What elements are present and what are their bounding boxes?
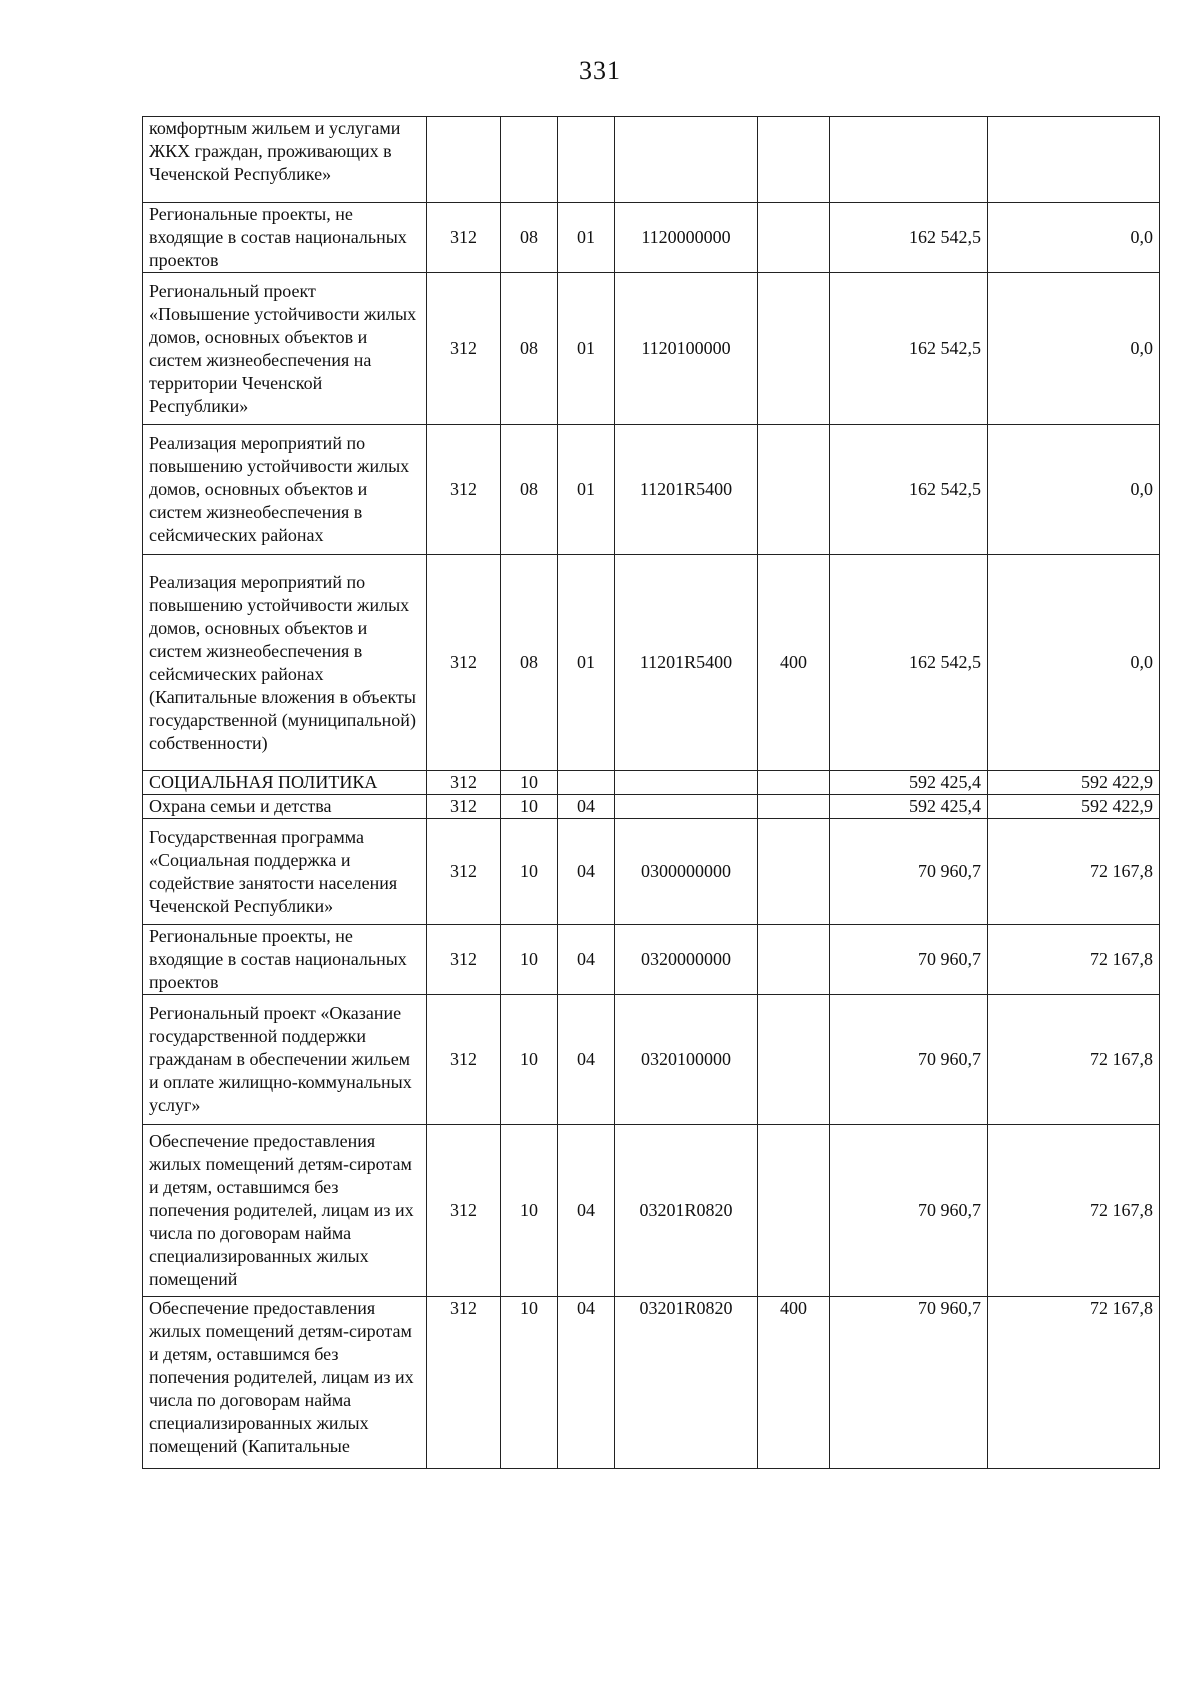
subsection-code-cell: 01 <box>558 203 615 273</box>
section-code-cell: 10 <box>501 925 558 995</box>
amount-year-2-cell: 0,0 <box>988 273 1160 425</box>
amount-year-2-cell: 72 167,8 <box>988 925 1160 995</box>
expense-type-cell <box>758 819 830 925</box>
amount-year-1-cell: 70 960,7 <box>830 995 988 1125</box>
amount-year-1-cell: 162 542,5 <box>830 273 988 425</box>
row-name-cell: СОЦИАЛЬНАЯ ПОЛИТИКА <box>143 771 427 795</box>
expense-type-cell <box>758 425 830 555</box>
subsection-code-cell: 04 <box>558 1125 615 1297</box>
section-code-cell: 08 <box>501 273 558 425</box>
ministry-code-cell: 312 <box>427 795 501 819</box>
subsection-code-cell: 04 <box>558 1297 615 1469</box>
amount-year-2-cell: 0,0 <box>988 203 1160 273</box>
table-row <box>143 1297 1160 1469</box>
amount-year-1-cell: 162 542,5 <box>830 425 988 555</box>
amount-year-1-cell: 592 425,4 <box>830 795 988 819</box>
row-name-cell: Реализация мероприятий по повышению устойчивости жилых домов, основных объектов и систем жизнеобеспечения в сейсмических районах <box>143 425 427 555</box>
amount-year-2-cell: 0,0 <box>988 555 1160 771</box>
expense-type-cell <box>758 1125 830 1297</box>
target-article-cell: 0300000000 <box>615 819 758 925</box>
target-article-cell: 0320000000 <box>615 925 758 995</box>
table-body <box>143 117 1160 1469</box>
row-name-cell: Региональный проект «Оказание государственной поддержки гражданам в обеспечении жильем и оплате жилищно-коммунальных услуг» <box>143 995 427 1125</box>
table-row <box>143 555 1160 771</box>
ministry-code-cell: 312 <box>427 273 501 425</box>
amount-year-2-cell: 72 167,8 <box>988 819 1160 925</box>
table-row <box>143 203 1160 273</box>
target-article-cell: 11201R5400 <box>615 425 758 555</box>
row-name-cell: Реализация мероприятий по повышению устойчивости жилых домов, основных объектов и систем жизнеобеспечения в сейсмических районах (Капитальные вложения в объекты государственной (муниципальной) собственности) <box>143 555 427 771</box>
ministry-code-cell: 312 <box>427 425 501 555</box>
ministry-code-cell: 312 <box>427 925 501 995</box>
amount-year-2-cell: 592 422,9 <box>988 795 1160 819</box>
subsection-code-cell: 04 <box>558 795 615 819</box>
section-code-cell <box>501 117 558 203</box>
section-code-cell: 08 <box>501 203 558 273</box>
expense-type-cell: 400 <box>758 1297 830 1469</box>
section-code-cell: 10 <box>501 771 558 795</box>
ministry-code-cell: 312 <box>427 203 501 273</box>
section-code-cell: 10 <box>501 819 558 925</box>
amount-year-2-cell: 72 167,8 <box>988 1297 1160 1469</box>
row-name-cell: Региональные проекты, не входящие в состав национальных проектов <box>143 203 427 273</box>
subsection-code-cell: 01 <box>558 555 615 771</box>
target-article-cell: 1120000000 <box>615 203 758 273</box>
subsection-code-cell <box>558 117 615 203</box>
subsection-code-cell <box>558 771 615 795</box>
expense-type-cell <box>758 117 830 203</box>
row-name-cell: Обеспечение предоставления жилых помещений детям-сиротам и детям, оставшимся без попечения родителей, лицам из их числа по договорам найма специализированных жилых помещений (Капитальные <box>143 1297 427 1469</box>
amount-year-1-cell: 592 425,4 <box>830 771 988 795</box>
page-number: 331 <box>579 56 621 85</box>
expense-type-cell: 400 <box>758 555 830 771</box>
table-row <box>143 925 1160 995</box>
section-code-cell: 08 <box>501 425 558 555</box>
table-row <box>143 273 1160 425</box>
ministry-code-cell: 312 <box>427 819 501 925</box>
target-article-cell <box>615 117 758 203</box>
subsection-code-cell: 04 <box>558 819 615 925</box>
table-row <box>143 771 1160 795</box>
ministry-code-cell: 312 <box>427 771 501 795</box>
target-article-cell: 03201R0820 <box>615 1297 758 1469</box>
amount-year-2-cell <box>988 117 1160 203</box>
subsection-code-cell: 04 <box>558 925 615 995</box>
ministry-code-cell: 312 <box>427 1297 501 1469</box>
amount-year-1-cell: 70 960,7 <box>830 1297 988 1469</box>
row-name-cell: Государственная программа «Социальная поддержка и содействие занятости населения Чеченской Республики» <box>143 819 427 925</box>
row-name-cell: Обеспечение предоставления жилых помещений детям-сиротам и детям, оставшимся без попечения родителей, лицам из их числа по договорам найма специализированных жилых помещений <box>143 1125 427 1297</box>
ministry-code-cell: 312 <box>427 1125 501 1297</box>
subsection-code-cell: 04 <box>558 995 615 1125</box>
target-article-cell: 03201R0820 <box>615 1125 758 1297</box>
row-name-cell: Охрана семьи и детства <box>143 795 427 819</box>
amount-year-1-cell: 70 960,7 <box>830 925 988 995</box>
table-row <box>143 795 1160 819</box>
target-article-cell: 1120100000 <box>615 273 758 425</box>
section-code-cell: 10 <box>501 1297 558 1469</box>
table-row <box>143 1125 1160 1297</box>
amount-year-1-cell: 70 960,7 <box>830 819 988 925</box>
ministry-code-cell: 312 <box>427 995 501 1125</box>
table-row <box>143 425 1160 555</box>
section-code-cell: 10 <box>501 795 558 819</box>
expense-type-cell <box>758 795 830 819</box>
amount-year-1-cell: 162 542,5 <box>830 555 988 771</box>
row-name-cell: Региональный проект «Повышение устойчивости жилых домов, основных объектов и систем жизнеобеспечения на территории Чеченской Республики» <box>143 273 427 425</box>
expense-type-cell <box>758 771 830 795</box>
expense-type-cell <box>758 925 830 995</box>
row-name-cell: комфортным жильем и услугами ЖКХ граждан, проживающих в Чеченской Республике» <box>143 117 427 203</box>
amount-year-2-cell: 592 422,9 <box>988 771 1160 795</box>
expense-type-cell <box>758 995 830 1125</box>
target-article-cell <box>615 795 758 819</box>
row-name-cell: Региональные проекты, не входящие в состав национальных проектов <box>143 925 427 995</box>
subsection-code-cell: 01 <box>558 273 615 425</box>
table-row <box>143 819 1160 925</box>
expense-type-cell <box>758 273 830 425</box>
subsection-code-cell: 01 <box>558 425 615 555</box>
budget-table <box>142 116 1160 1469</box>
ministry-code-cell <box>427 117 501 203</box>
expense-type-cell <box>758 203 830 273</box>
target-article-cell <box>615 771 758 795</box>
table-row <box>143 995 1160 1125</box>
amount-year-1-cell: 70 960,7 <box>830 1125 988 1297</box>
section-code-cell: 08 <box>501 555 558 771</box>
amount-year-2-cell: 72 167,8 <box>988 1125 1160 1297</box>
section-code-cell: 10 <box>501 995 558 1125</box>
table-row <box>143 117 1160 203</box>
amount-year-1-cell <box>830 117 988 203</box>
target-article-cell: 0320100000 <box>615 995 758 1125</box>
amount-year-2-cell: 72 167,8 <box>988 995 1160 1125</box>
ministry-code-cell: 312 <box>427 555 501 771</box>
amount-year-2-cell: 0,0 <box>988 425 1160 555</box>
amount-year-1-cell: 162 542,5 <box>830 203 988 273</box>
section-code-cell: 10 <box>501 1125 558 1297</box>
target-article-cell: 11201R5400 <box>615 555 758 771</box>
